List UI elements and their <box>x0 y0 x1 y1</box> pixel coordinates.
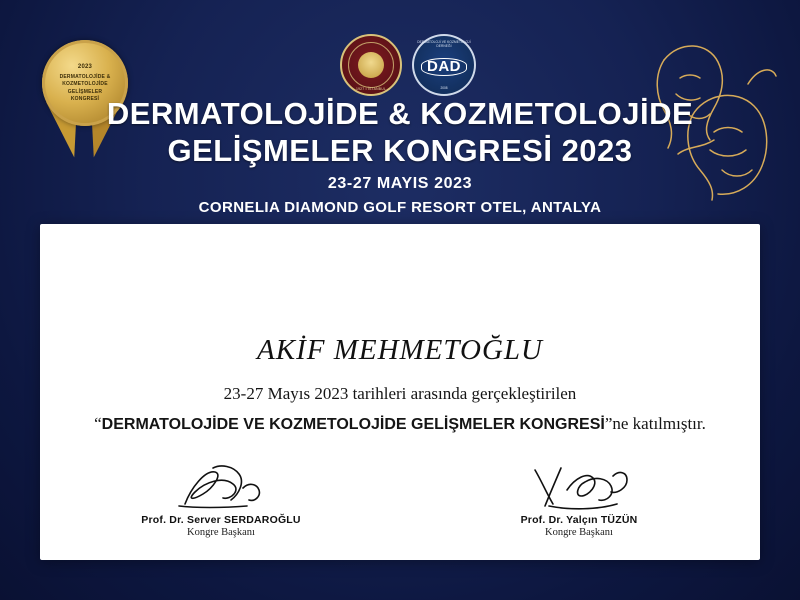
seal-line4: KONGRESİ <box>70 96 100 102</box>
signature-name-left: Prof. Dr. Server SERDAROĞLU <box>141 514 301 526</box>
event-dates: 23-27 MAYIS 2023 <box>327 175 473 193</box>
association-logos <box>340 34 480 96</box>
dad-logo-bottom-caption: 2008 <box>440 86 448 90</box>
left-logo-caption: 1927 • İSTANBUL <box>356 87 386 91</box>
seal-line2: KOZMETOLOJİDE <box>62 81 108 87</box>
signature-scribble-left-icon <box>106 460 336 512</box>
event-title-line1: DERMATOLOJİDE & KOZMETOLOJİDE <box>106 96 694 131</box>
signature-role-right: Kongre Başkanı <box>545 527 613 538</box>
event-header <box>0 96 800 216</box>
signature-block-right <box>464 460 694 538</box>
signature-scribble-right-icon <box>464 460 694 512</box>
dad-association-logo-icon <box>412 34 476 96</box>
turkish-dermatology-association-logo-icon <box>340 34 402 96</box>
signature-name-right: Prof. Dr. Yalçın TÜZÜN <box>520 514 638 526</box>
congress-name: DERMATOLOJİDE VE KOZMETOLOJİDE GELİŞMELER KONGRESİ <box>101 416 605 433</box>
certificate-body-line-2 <box>40 414 760 434</box>
certificate-panel <box>40 224 760 560</box>
event-title-line2: GELİŞMELER KONGRESİ 2023 <box>167 132 633 168</box>
signature-role-left: Kongre Başkanı <box>187 527 255 538</box>
seal-line3: GELİŞMELER <box>67 88 103 95</box>
seal-line1: DERMATOLOJİDE & <box>59 73 111 80</box>
event-venue: CORNELIA DIAMOND GOLF RESORT OTEL, ANTALYA <box>198 199 602 217</box>
body-line2-suffix: ”ne katılmıştır. <box>604 414 706 433</box>
dad-logo-mark: DAD <box>421 58 467 76</box>
seal-year: 2023 <box>77 63 93 70</box>
quote-open: “ <box>94 414 102 433</box>
certificate-body-line-1: 23-27 Mayıs 2023 tarihleri arasında gerçekleştirilen <box>223 384 577 403</box>
recipient-name: AKİF MEHMETOĞLU <box>257 334 543 366</box>
dad-logo-top-caption: DERMATOLOJİ VE KOZMETOLOJİ DERNEĞİ <box>417 40 471 48</box>
signature-block-left <box>106 460 336 538</box>
